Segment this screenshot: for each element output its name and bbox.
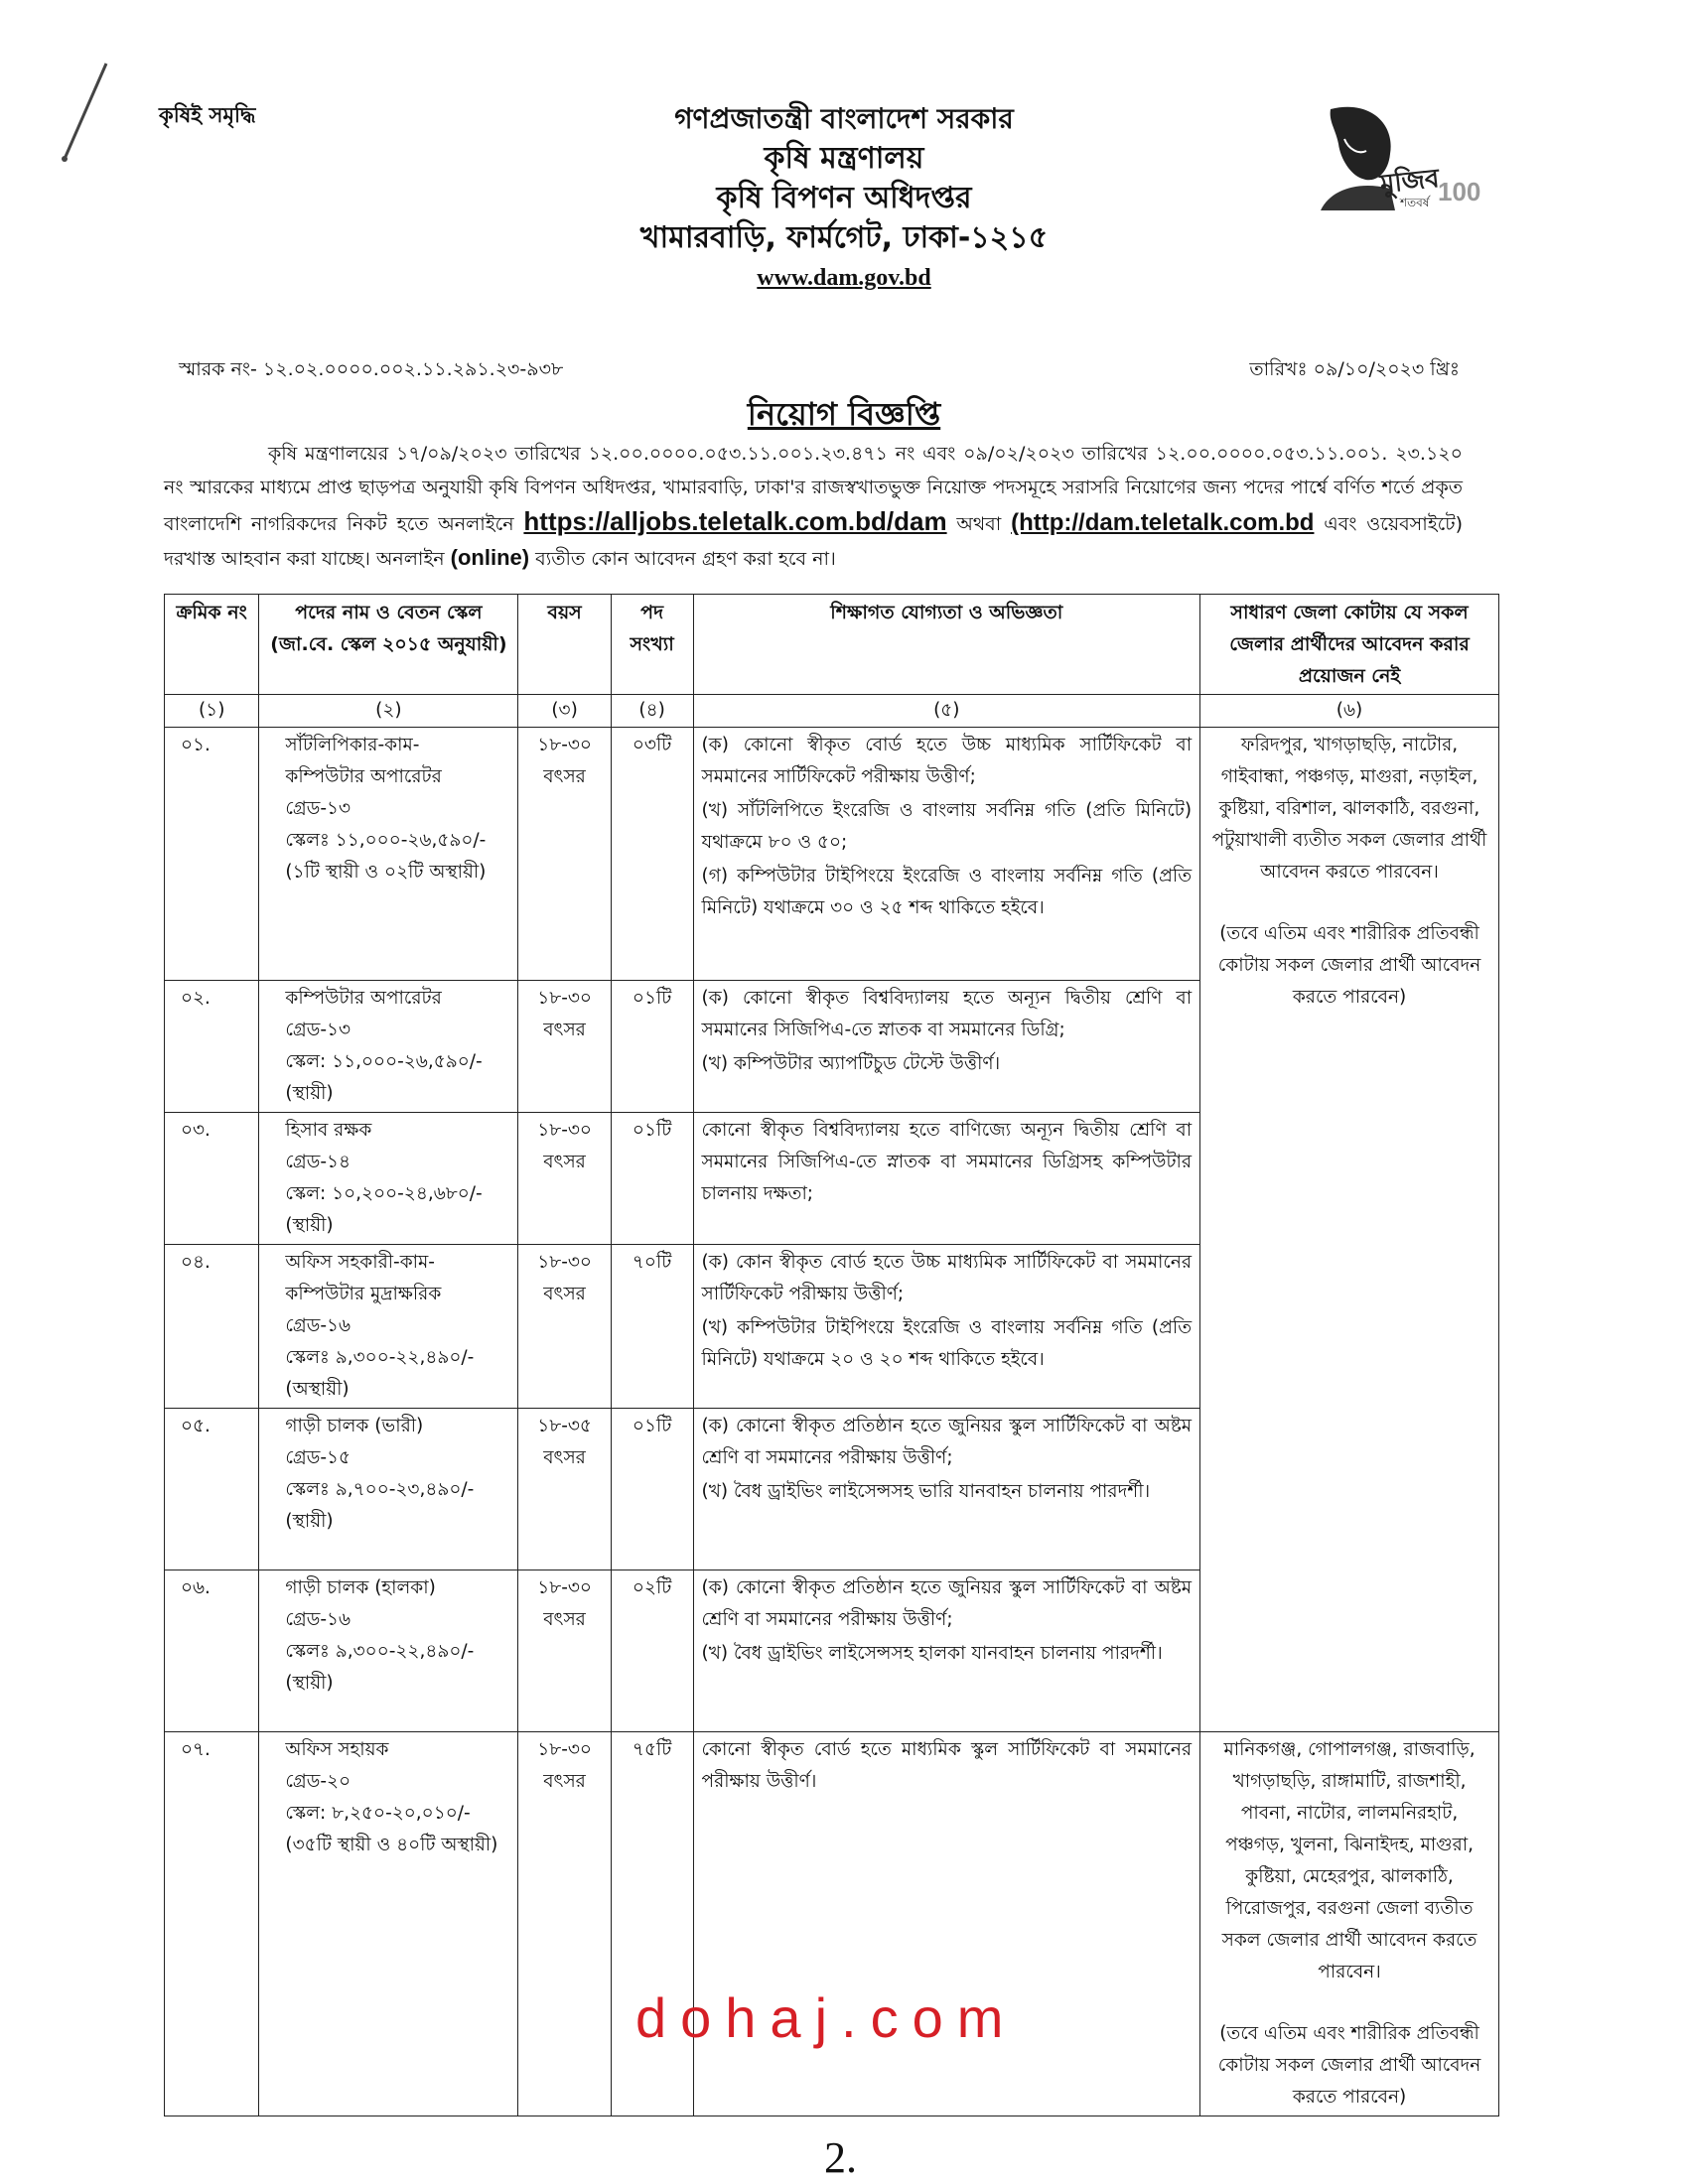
row-post (259, 1245, 518, 1409)
department-name: কৃষি বিপণন অধিদপ্তর (716, 181, 972, 215)
post-line: (৩৫টি স্থায়ী ও ৪০টি অস্থায়ী) (285, 1835, 498, 1855)
col-num: (২) (259, 695, 518, 728)
intro-text-1: কৃষি মন্ত্রণালয়ের ১৭/০৯/২০২৩ তারিখের ১২.০০.০০০০.০৫৩.১১.০০১.২৩.৪৭১ নং এবং ০৯/০২/২০২৩ তারিখের ১২.০০.০০০০.০৫৩.১১.০০১. ২৩.১২০ নং স্মারকের মাধ্যমে প্রাপ্ত ছাড়পত্র অনুযায়ী কৃষি বিপণন অধিদপ্তর, খামারবাড়ি, ঢাকা'র রাজস্বখাতভুক্ত নিয়োক্ত পদসমূহে সরাসরি নিয়োগের জন্য পদের পার্শ্বে বর্ণিত শর্তে প্রকৃত বাংলাদেশি নাগরিকদের নিকট হতে অনলাইনে (164, 443, 1463, 535)
post-line: (স্থায়ী) (285, 1673, 334, 1694)
col-num: (৩) (518, 695, 611, 728)
post-line: গ্রেড-১৫ (285, 1447, 352, 1468)
post-line: স্কেল: ১১,০০০-২৬,৫৯০/- (285, 1051, 483, 1072)
post-line: স্কেলঃ ৯,৩০০-২২,৪৯০/- (285, 1347, 475, 1368)
post-line: গাড়ী চালক (হালকা) (285, 1577, 436, 1598)
website-link[interactable]: www.dam.gov.bd (757, 265, 931, 291)
row-age (518, 1409, 611, 1570)
qual-item: (খ) বৈধ ড্রাইভিং লাইসেন্সসহ ভারি যানবাহন চালনায় পারদর্শী। (701, 1481, 1151, 1502)
post-line: কম্পিউটার অপারেটর (285, 766, 442, 787)
post-line: কম্পিউটার মুদ্রাক্ষরিক (285, 1284, 442, 1304)
row-count: ৭০টি (611, 1245, 693, 1409)
row-qualification (693, 1732, 1200, 2116)
row-age (518, 1245, 611, 1409)
header-post: পদের নাম ও বেতন স্কেল (জা.বে. স্কেল ২০১৫ অনুযায়ী) (259, 595, 518, 695)
row-post (259, 1113, 518, 1245)
col-num: (১) (165, 695, 259, 728)
post-line: গ্রেড-১৬ (285, 1609, 352, 1630)
quota-note: (তবে এতিম এবং শারীরিক প্রতিবন্ধী কোটায় সকল জেলার প্রার্থী আবেদন করতে পারবেন) (1217, 923, 1481, 1008)
qual-item: (ক) কোনো স্বীকৃত প্রতিষ্ঠান হতে জুনিয়র স্কুল সার্টিফিকেট বা অষ্টম শ্রেণি বা সমমানের পরীক্ষায় উত্তীর্ণ; (701, 1416, 1193, 1468)
intro-text-2: অথবা (956, 513, 1002, 535)
row-qualification (693, 1113, 1200, 1245)
row-count: ০১টি (611, 1409, 693, 1570)
row-serial: ০১. (165, 728, 259, 981)
row-qualification (693, 1409, 1200, 1570)
header-quota: সাধারণ জেলা কোটায় যে সকল জেলার প্রার্থীদের আবেদন করার প্রয়োজন নেই (1200, 595, 1499, 695)
header-qualification: শিক্ষাগত যোগ্যতা ও অভিজ্ঞতা (693, 595, 1200, 695)
post-line: অফিস সহকারী-কাম- (285, 1252, 435, 1273)
logo-subtext: শতবর্ষ (1400, 196, 1430, 209)
qual-item: (খ) সাঁটলিপিতে ইংরেজি ও বাংলায় সর্বনিম্ন গতি (প্রতি মিনিটে) যথাক্রমে ৮০ ও ৫০; (701, 800, 1193, 853)
age-unit: বৎসর (543, 1771, 586, 1792)
logo-text: মুজিব (1378, 163, 1441, 201)
intro-text-4: ব্যতীত কোন আবেদন গ্রহণ করা হবে না। (535, 548, 836, 570)
quota-main: মানিকগঞ্জ, গোপালগঞ্জ, রাজবাড়ি, খাগড়াছড়ি, রাঙ্গামাটি, রাজশাহী, পাবনা, নাটোর, লালমনিরহাট, পঞ্চগড়, খুলনা, ঝিনাইদহ, মাগুরা, কুষ্টিয়া, মেহেরপুর, ঝালকাঠি, পিরোজপুর, বরগুনা জেলা ব্যতীত সকল জেলার প্রার্থী আবেদন করতে পারবেন। (1221, 1739, 1477, 1982)
post-line: স্কেলঃ ১১,০০০-২৬,৫৯০/- (285, 830, 487, 851)
teletalk-link[interactable]: (http://dam.teletalk.com.bd (1011, 509, 1315, 536)
qual-item: (ক) কোন স্বীকৃত বোর্ড হতে উচ্চ মাধ্যমিক সার্টিফিকেট বা সমমানের সার্টিফিকেট পরীক্ষায় উত্তীর্ণ; (701, 1252, 1193, 1304)
intro-text-3: এবং ওয়েবসাইটে) দরখাস্ত আহবান করা যাচ্ছে। অনলাইন (164, 513, 1464, 570)
row-age (518, 1732, 611, 2116)
post-line: গাড়ী চালক (ভারী) (285, 1416, 424, 1436)
row-count: ০১টি (611, 981, 693, 1113)
mujib-centenary-logo (1301, 99, 1479, 218)
post-line: গ্রেড-১৩ (285, 1020, 352, 1040)
post-line: গ্রেড-১৩ (285, 798, 352, 819)
post-line: (অস্থায়ী) (285, 1379, 350, 1400)
age-range: ১৮-৩০ (537, 1252, 592, 1273)
col-num: (৬) (1200, 695, 1499, 728)
qual-item: (খ) বৈধ ড্রাইভিং লাইসেন্সসহ হালকা যানবাহন চালনায় পারদর্শী। (701, 1643, 1163, 1664)
issue-date: তারিখঃ ০৯/১০/২০২৩ খ্রিঃ (1249, 358, 1460, 380)
post-line: (স্থায়ী) (285, 1083, 334, 1104)
job-table (164, 594, 1499, 2116)
age-range: ১৮-৩০ (537, 988, 592, 1009)
row-post (259, 1732, 518, 2116)
quota-group-2 (1200, 1732, 1499, 2116)
row-age (518, 981, 611, 1113)
qual-item: (ক) কোনো স্বীকৃত বিশ্ববিদ্যালয় হতে অন্যূন দ্বিতীয় শ্রেণি বা সমমানের সিজিপিএ-তে স্নাতক বা সমমানের ডিগ্রি; (701, 988, 1193, 1040)
qual-item: (খ) কম্পিউটার টাইপিংয়ে ইংরেজি ও বাংলায় সর্বনিম্ন গতি (প্রতি মিনিটে) যথাক্রমে ২০ ও ২০ শব্দ থাকিতে হইবে। (701, 1317, 1193, 1370)
alljobs-link[interactable]: https://alljobs.teletalk.com.bd/dam (523, 506, 947, 536)
row-post (259, 728, 518, 981)
ministry-name: কৃষি মন্ত্রণালয় (764, 141, 924, 176)
memo-number: স্মারক নং- ১২.০২.০০০০.০০২.১১.২৯১.২৩-৯৩৮ (179, 358, 564, 380)
age-range: ১৮-৩০ (537, 735, 592, 755)
qual-item: কোনো স্বীকৃত বিশ্ববিদ্যালয় হতে বাণিজ্যে অন্যূন দ্বিতীয় শ্রেণি বা সমমানের সিজিপিএ-তে স্নাতক বা সমমানের ডিগ্রিসহ কম্পিউটার চালনায় দক্ষতা; (701, 1120, 1193, 1204)
row-qualification (693, 728, 1200, 981)
post-line: হিসাব রক্ষক (285, 1120, 372, 1141)
age-unit: বৎসর (543, 1609, 586, 1630)
age-unit: বৎসর (543, 766, 586, 787)
post-line: (স্থায়ী) (285, 1511, 334, 1532)
page-number: 2. (824, 2133, 857, 2182)
post-line: গ্রেড-১৪ (285, 1152, 352, 1172)
post-line: কম্পিউটার অপারেটর (285, 988, 442, 1009)
post-line: গ্রেড-১৬ (285, 1315, 352, 1336)
row-count: ০৩টি (611, 728, 693, 981)
post-line: গ্রেড-২০ (285, 1771, 352, 1792)
post-line: (স্থায়ী) (285, 1215, 334, 1236)
age-range: ১৮-৩৫ (537, 1416, 592, 1436)
qual-item: কোনো স্বীকৃত বোর্ড হতে মাধ্যমিক স্কুল সার্টিফিকেট বা সমমানের পরীক্ষায় উত্তীর্ণ। (701, 1739, 1193, 1792)
post-line: স্কেল: ১০,২০০-২৪,৬৮০/- (285, 1183, 483, 1204)
row-serial: ০৪. (165, 1245, 259, 1409)
header-age: বয়স (518, 595, 611, 695)
logo-number: 100 (1438, 177, 1481, 206)
row-post (259, 1409, 518, 1570)
age-range: ১৮-৩০ (537, 1120, 592, 1141)
post-line: অফিস সহায়ক (285, 1739, 389, 1760)
row-serial: ০২. (165, 981, 259, 1113)
slogan: কৃষিই সমৃদ্ধি (159, 103, 256, 127)
qual-item: (ক) কোনো স্বীকৃত বোর্ড হতে উচ্চ মাধ্যমিক সার্টিফিকেট বা সমমানের সার্টিফিকেট পরীক্ষায় উত্তীর্ণ; (701, 735, 1193, 787)
row-serial: ০৬. (165, 1570, 259, 1732)
age-unit: বৎসর (543, 1020, 586, 1040)
post-line: স্কেল: ৮,২৫০-২০,০১০/- (285, 1803, 471, 1824)
online-word: (online) (450, 545, 530, 570)
age-unit: বৎসর (543, 1284, 586, 1304)
qual-item: (ক) কোনো স্বীকৃত প্রতিষ্ঠান হতে জুনিয়র স্কুল সার্টিফিকেট বা অষ্টম শ্রেণি বা সমমানের পরীক্ষায় উত্তীর্ণ; (701, 1577, 1193, 1630)
age-range: ১৮-৩০ (537, 1739, 592, 1760)
post-line: সাঁটলিপিকার-কাম- (285, 735, 420, 755)
row-serial: ০৭. (165, 1732, 259, 2116)
row-count: ০২টি (611, 1570, 693, 1732)
watermark: dohaj.com (635, 1986, 1018, 2049)
header-count: পদ সংখ্যা (611, 595, 693, 695)
quota-main: ফরিদপুর, খাগড়াছড়ি, নাটোর, গাইবান্ধা, পঞ্চগড়, মাগুরা, নড়াইল, কুষ্টিয়া, বরিশাল, ঝালকাঠি, বরগুনা, পটুয়াখালী ব্যতীত সকল জেলার প্রার্থী আবেদন করতে পারবেন। (1211, 735, 1487, 883)
row-age (518, 728, 611, 981)
row-qualification (693, 1245, 1200, 1409)
age-unit: বৎসর (543, 1152, 586, 1172)
age-unit: বৎসর (543, 1447, 586, 1468)
row-qualification (693, 981, 1200, 1113)
row-serial: ০৩. (165, 1113, 259, 1245)
row-age (518, 1113, 611, 1245)
qual-item: (খ) কম্পিউটার অ্যাপটিচুড টেস্টে উত্তীর্ণ। (701, 1053, 1001, 1074)
row-count: ০১টি (611, 1113, 693, 1245)
age-range: ১৮-৩০ (537, 1577, 592, 1598)
column-number-row (165, 695, 1499, 728)
row-serial: ০৫. (165, 1409, 259, 1570)
qual-item: (গ) কম্পিউটার টাইপিংয়ে ইংরেজি ও বাংলায় সর্বনিম্ন গতি (প্রতি মিনিটে) যথাক্রমে ৩০ ও ২৫ শব্দ থাকিতে হইবে। (701, 866, 1193, 918)
col-num: (৪) (611, 695, 693, 728)
row-post (259, 1570, 518, 1732)
post-line: স্কেলঃ ৯,৭০০-২৩,৪৯০/- (285, 1479, 475, 1500)
govt-name: গণপ্রজাতন্ত্রী বাংলাদেশ সরকার (674, 102, 1014, 135)
notice-title: নিয়োগ বিজ্ঞপ্তি (747, 395, 941, 433)
intro-paragraph (164, 437, 1463, 576)
header-serial: ক্রমিক নং (165, 595, 259, 695)
row-count: ৭৫টি (611, 1732, 693, 2116)
table-row (165, 728, 1499, 981)
quota-note: (তবে এতিম এবং শারীরিক প্রতিবন্ধী কোটায় সকল জেলার প্রার্থী আবেদন করতে পারবেন) (1217, 2023, 1481, 2108)
row-qualification (693, 1570, 1200, 1732)
table-row (165, 1732, 1499, 2116)
row-post (259, 981, 518, 1113)
office-address: খামারবাড়ি, ফার্মগেট, ঢাকা-১২১৫ (639, 220, 1049, 255)
table-header-row (165, 595, 1499, 695)
quota-group-1 (1200, 728, 1499, 1732)
row-age (518, 1570, 611, 1732)
col-num: (৫) (693, 695, 1200, 728)
post-line: (১টি স্থায়ী ও ০২টি অস্থায়ী) (285, 862, 487, 883)
post-line: স্কেলঃ ৯,৩০০-২২,৪৯০/- (285, 1641, 475, 1662)
